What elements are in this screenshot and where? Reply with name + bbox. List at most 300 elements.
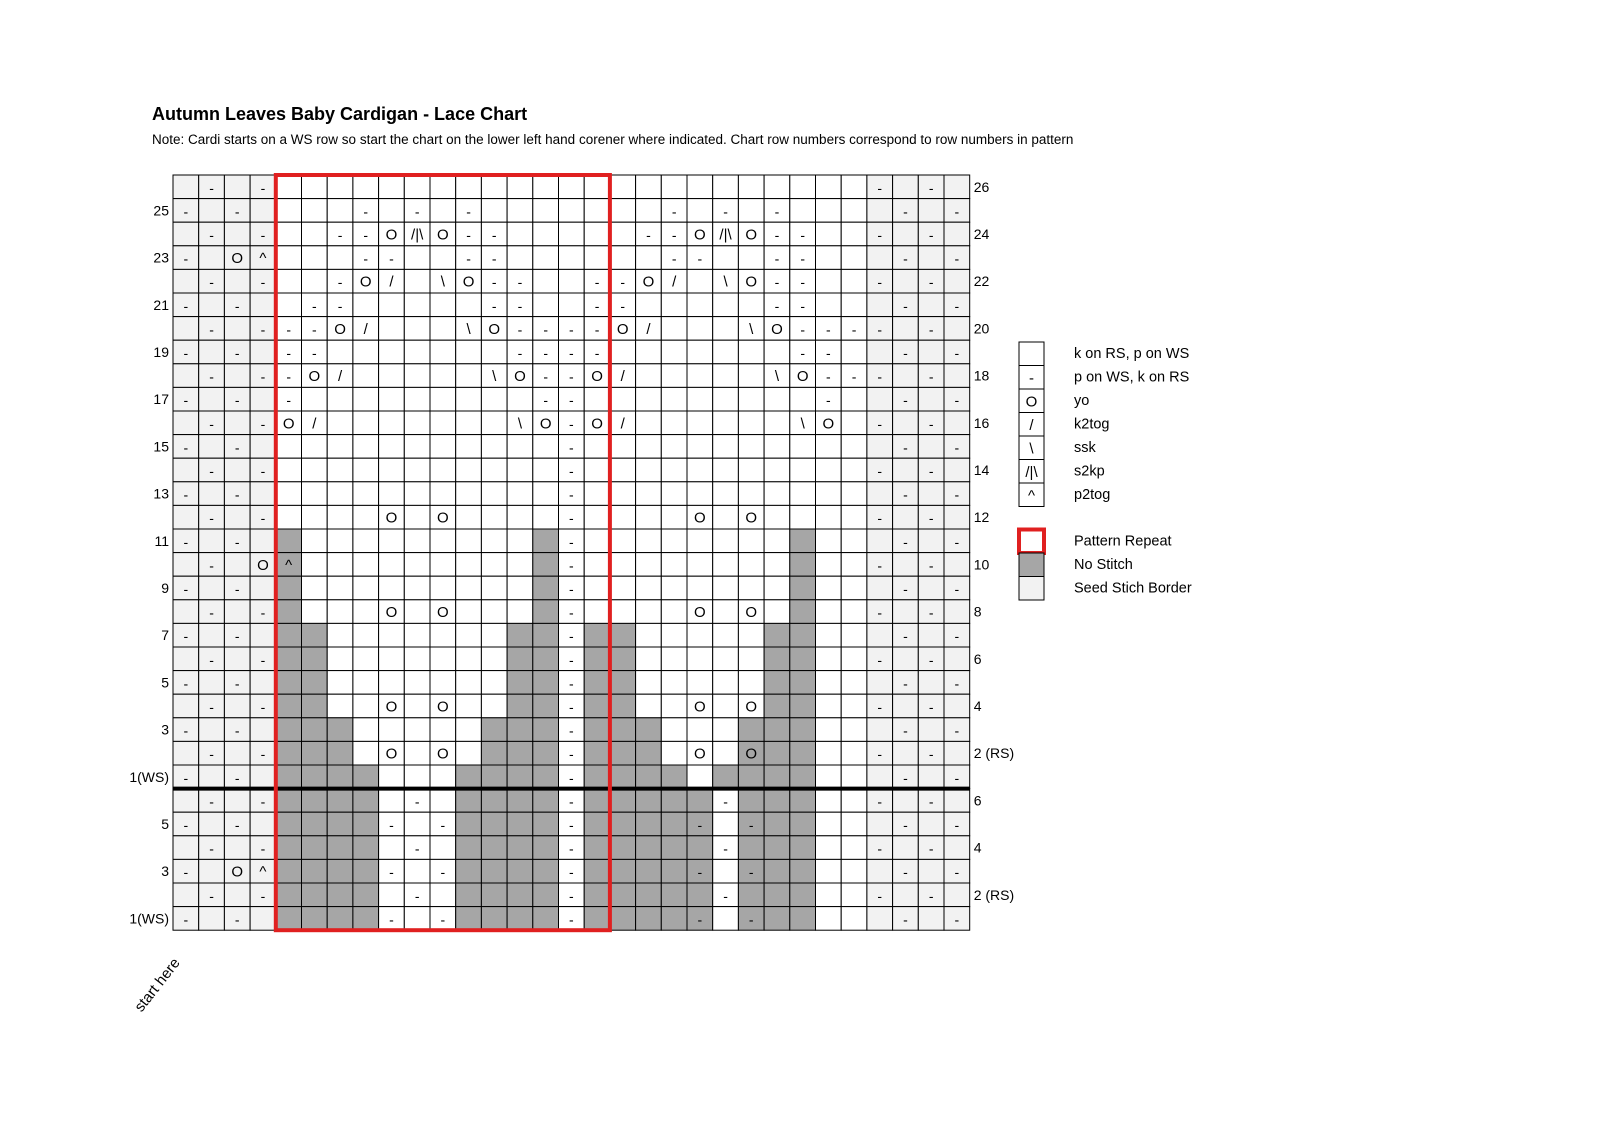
- chart-cell: [738, 553, 764, 577]
- stitch-symbol: -: [877, 321, 883, 338]
- stitch-symbol: -: [543, 392, 548, 409]
- stitch-symbol: -: [954, 675, 960, 692]
- chart-cell: [481, 883, 507, 907]
- stitch-symbol: -: [209, 463, 214, 479]
- chart-cell: [199, 671, 225, 695]
- chart-cell: [173, 600, 199, 624]
- stitch-symbol: -: [260, 699, 266, 715]
- chart-cell: [841, 199, 867, 223]
- chart-cell: [481, 694, 507, 718]
- chart-cell: [404, 718, 430, 742]
- chart-cell: [302, 671, 328, 695]
- stitch-symbol: -: [569, 321, 574, 338]
- legend-label: s2kp: [1074, 463, 1105, 480]
- chart-cell: [790, 859, 816, 883]
- chart-cell: [816, 741, 842, 765]
- chart-cell: [507, 222, 533, 246]
- chart-cell: [661, 812, 687, 836]
- chart-cell: [379, 529, 405, 553]
- chart-cell: [353, 765, 379, 789]
- chart-cell: [816, 269, 842, 293]
- chart-cell: [276, 529, 302, 553]
- stitch-symbol: -: [234, 817, 240, 833]
- stitch-symbol: -: [183, 911, 189, 928]
- chart-cell: [584, 246, 610, 270]
- chart-cell: [276, 246, 302, 270]
- chart-cell: [764, 576, 790, 600]
- chart-cell: [610, 529, 636, 553]
- chart-cell: [816, 765, 842, 789]
- stitch-symbol: O: [385, 604, 398, 622]
- chart-cell: [816, 859, 842, 883]
- stitch-symbol: \: [440, 273, 445, 291]
- chart-cell: [918, 387, 944, 411]
- chart-cell: [610, 222, 636, 246]
- chart-cell: [713, 907, 739, 931]
- chart-cell: [430, 789, 456, 813]
- chart-cell: [687, 765, 713, 789]
- chart-cell: [584, 859, 610, 883]
- chart-cell: [507, 435, 533, 459]
- chart-cell: [224, 222, 250, 246]
- chart-cell: [404, 505, 430, 529]
- legend-label: No Stitch: [1074, 556, 1133, 573]
- chart-cell: [610, 340, 636, 364]
- chart-cell: [302, 718, 328, 742]
- chart-cell: [430, 199, 456, 223]
- chart-cell: [610, 553, 636, 577]
- chart-cell: [456, 411, 482, 435]
- chart-cell: [661, 175, 687, 199]
- chart-cell: [481, 812, 507, 836]
- stitch-symbol: -: [183, 817, 189, 833]
- chart-cell: [816, 836, 842, 860]
- chart-cell: [790, 765, 816, 789]
- chart-cell: [790, 647, 816, 671]
- stitch-symbol: -: [209, 651, 214, 668]
- chart-cell: [353, 694, 379, 718]
- chart-cell: [764, 836, 790, 860]
- chart-cell: [379, 175, 405, 199]
- chart-cell: [327, 694, 353, 718]
- chart-cell: [918, 293, 944, 317]
- chart-cell: [430, 576, 456, 600]
- chart-cell: [841, 411, 867, 435]
- chart-cell: [481, 340, 507, 364]
- chart-cell: [302, 907, 328, 931]
- chart-cell: [584, 505, 610, 529]
- chart-cell: [687, 529, 713, 553]
- stitch-symbol: O: [591, 368, 603, 386]
- stitch-symbol: -: [800, 321, 805, 338]
- stitch-symbol: -: [286, 321, 291, 338]
- chart-cell: [302, 387, 328, 411]
- chart-cell: [533, 812, 559, 836]
- stitch-symbol: /: [389, 273, 394, 291]
- chart-cell: [481, 482, 507, 506]
- chart-cell: [302, 435, 328, 459]
- chart-cell: [404, 600, 430, 624]
- chart-cell: [430, 293, 456, 317]
- stitch-symbol: ^: [259, 250, 267, 268]
- chart-cell: [353, 883, 379, 907]
- stitch-symbol: -: [440, 817, 446, 833]
- chart-cell: [918, 671, 944, 695]
- chart-cell: [224, 505, 250, 529]
- chart-cell: [584, 600, 610, 624]
- chart-cell: [276, 435, 302, 459]
- chart-cell: [507, 553, 533, 577]
- chart-cell: [867, 293, 893, 317]
- chart-cell: [533, 175, 559, 199]
- chart-cell: [764, 435, 790, 459]
- chart-cell: [481, 505, 507, 529]
- stitch-symbol: O: [822, 415, 835, 433]
- chart-cell: [687, 647, 713, 671]
- stitch-symbol: -: [209, 227, 214, 243]
- chart-cell: [636, 718, 662, 742]
- chart-cell: [841, 269, 867, 293]
- chart-cell: [944, 269, 970, 293]
- chart-cell: [867, 718, 893, 742]
- chart-cell: [713, 505, 739, 529]
- chart-cell: [302, 175, 328, 199]
- chart-cell: [404, 694, 430, 718]
- chart-cell: [790, 907, 816, 931]
- stitch-symbol: -: [671, 227, 677, 243]
- chart-cell: [456, 859, 482, 883]
- chart-cell: [173, 364, 199, 388]
- chart-cell: [173, 411, 199, 435]
- stitch-symbol: -: [466, 250, 471, 267]
- stitch-symbol: -: [826, 321, 831, 338]
- chart-cell: [764, 647, 790, 671]
- stitch-symbol: O: [694, 509, 706, 527]
- chart-cell: [302, 812, 328, 836]
- chart-cell: [353, 340, 379, 364]
- chart-cell: [481, 718, 507, 742]
- chart-cell: [327, 435, 353, 459]
- chart-cell: [841, 505, 867, 529]
- row-number-left: 7: [161, 627, 169, 644]
- stitch-symbol: -: [646, 227, 651, 243]
- chart-cell: [224, 836, 250, 860]
- chart-cell: [636, 883, 662, 907]
- chart-cell: [867, 907, 893, 931]
- chart-cell: [456, 671, 482, 695]
- stitch-symbol: -: [183, 250, 189, 267]
- chart-cell: [867, 387, 893, 411]
- chart-cell: [353, 553, 379, 577]
- chart-cell: [841, 718, 867, 742]
- chart-cell: [224, 411, 250, 435]
- chart-cell: [507, 600, 533, 624]
- chart-cell: [661, 340, 687, 364]
- chart-cell: [533, 553, 559, 577]
- stitch-symbol: -: [954, 722, 960, 739]
- chart-cell: [738, 435, 764, 459]
- chart-cell: [404, 246, 430, 270]
- chart-cell: [250, 199, 276, 223]
- chart-cell: [636, 600, 662, 624]
- stitch-symbol: -: [260, 604, 266, 621]
- stitch-symbol: O: [745, 273, 758, 291]
- chart-cell: [559, 293, 585, 317]
- stitch-symbol: O: [385, 509, 398, 527]
- stitch-symbol: -: [209, 321, 214, 338]
- chart-cell: [816, 293, 842, 317]
- chart-cell: [790, 789, 816, 813]
- stitch-symbol: -: [594, 345, 600, 361]
- chart-cell: [276, 600, 302, 624]
- chart-cell: [790, 623, 816, 647]
- chart-cell: [456, 789, 482, 813]
- stitch-symbol: -: [748, 864, 754, 881]
- chart-cell: [661, 553, 687, 577]
- stitch-symbol: -: [877, 746, 883, 763]
- chart-cell: [533, 246, 559, 270]
- chart-cell: [867, 482, 893, 506]
- chart-cell: [507, 694, 533, 718]
- chart-cell: [302, 883, 328, 907]
- chart-cell: [481, 435, 507, 459]
- chart-cell: [276, 907, 302, 931]
- chart-cell: [764, 812, 790, 836]
- chart-cell: [404, 411, 430, 435]
- stitch-symbol: -: [903, 911, 908, 928]
- chart-cell: [481, 458, 507, 482]
- chart-cell: [738, 671, 764, 695]
- chart-cell: [661, 505, 687, 529]
- chart-cell: [867, 812, 893, 836]
- chart-cell: [276, 718, 302, 742]
- chart-cell: [404, 175, 430, 199]
- chart-cell: [944, 364, 970, 388]
- stitch-symbol: -: [569, 817, 574, 833]
- chart-cell: [507, 741, 533, 765]
- stitch-symbol: -: [877, 793, 883, 810]
- stitch-symbol: -: [466, 203, 471, 220]
- stitch-symbol: -: [671, 203, 677, 220]
- chart-cell: [507, 482, 533, 506]
- chart-cell: [353, 647, 379, 671]
- chart-cell: [379, 789, 405, 813]
- chart-cell: [584, 529, 610, 553]
- stitch-symbol: -: [466, 227, 471, 243]
- chart-cell: [507, 671, 533, 695]
- chart-cell: [379, 458, 405, 482]
- legend-symbol: /: [1029, 416, 1034, 434]
- chart-cell: [404, 623, 430, 647]
- chart-cell: [893, 600, 919, 624]
- chart-cell: [636, 199, 662, 223]
- stitch-symbol: -: [337, 227, 343, 243]
- chart-cell: [636, 340, 662, 364]
- stitch-symbol: O: [385, 698, 398, 716]
- chart-cell: [533, 883, 559, 907]
- chart-cell: [456, 600, 482, 624]
- chart-cell: [302, 269, 328, 293]
- stitch-symbol: O: [771, 320, 783, 338]
- chart-cell: [327, 340, 353, 364]
- chart-cell: [353, 671, 379, 695]
- chart-cell: [559, 269, 585, 293]
- chart-cell: [302, 836, 328, 860]
- stitch-symbol: -: [569, 887, 574, 904]
- chart-cell: [816, 576, 842, 600]
- chart-cell: [327, 789, 353, 813]
- chart-cell: [533, 505, 559, 529]
- chart-cell: [687, 458, 713, 482]
- chart-cell: [636, 907, 662, 931]
- chart-cell: [353, 482, 379, 506]
- chart-cell: [224, 741, 250, 765]
- chart-cell: [713, 340, 739, 364]
- chart-cell: [764, 458, 790, 482]
- stitch-symbol: -: [389, 911, 394, 928]
- chart-cell: [867, 765, 893, 789]
- row-number-left: 19: [153, 344, 169, 360]
- chart-cell: [173, 505, 199, 529]
- chart-cell: [507, 505, 533, 529]
- chart-cell: [276, 269, 302, 293]
- chart-cell: [661, 600, 687, 624]
- stitch-symbol: -: [594, 321, 600, 338]
- stitch-symbol: -: [774, 203, 780, 220]
- stitch-symbol: -: [414, 793, 420, 810]
- chart-cell: [790, 199, 816, 223]
- row-number-left: 17: [153, 391, 169, 408]
- chart-cell: [327, 411, 353, 435]
- chart-cell: [893, 458, 919, 482]
- stitch-symbol: -: [877, 887, 883, 904]
- chart-cell: [507, 718, 533, 742]
- chart-cell: [636, 812, 662, 836]
- chart-cell: [456, 883, 482, 907]
- chart-cell: [816, 246, 842, 270]
- chart-cell: [893, 317, 919, 341]
- chart-cell: [610, 623, 636, 647]
- stitch-symbol: -: [260, 179, 266, 196]
- chart-cell: [636, 505, 662, 529]
- chart-cell: [713, 694, 739, 718]
- chart-cell: [430, 435, 456, 459]
- stitch-symbol: /|\: [411, 226, 424, 244]
- stitch-symbol: \: [723, 273, 728, 291]
- stitch-symbol: -: [954, 911, 960, 928]
- chart-cell: [867, 529, 893, 553]
- chart-cell: [713, 718, 739, 742]
- chart-cell: [379, 482, 405, 506]
- chart-cell: [584, 387, 610, 411]
- chart-cell: [944, 883, 970, 907]
- stitch-symbol: -: [260, 793, 266, 810]
- chart-cell: [841, 482, 867, 506]
- chart-cell: [816, 883, 842, 907]
- chart-cell: [353, 718, 379, 742]
- chart-cell: [199, 246, 225, 270]
- chart-cell: [944, 836, 970, 860]
- chart-cell: [893, 789, 919, 813]
- chart-cell: [738, 364, 764, 388]
- stitch-symbol: -: [209, 557, 214, 574]
- chart-cell: [507, 576, 533, 600]
- stitch-symbol: -: [569, 439, 574, 456]
- chart-cell: [738, 246, 764, 270]
- chart-cell: [790, 600, 816, 624]
- chart-cell: [199, 340, 225, 364]
- chart-cell: [764, 907, 790, 931]
- chart-cell: [302, 222, 328, 246]
- chart-cell: [661, 435, 687, 459]
- chart-cell: [481, 859, 507, 883]
- stitch-symbol: -: [312, 345, 317, 361]
- chart-cell: [379, 671, 405, 695]
- chart-cell: [918, 718, 944, 742]
- stitch-symbol: -: [774, 250, 780, 267]
- chart-cell: [764, 883, 790, 907]
- chart-cell: [276, 859, 302, 883]
- chart-cell: [224, 175, 250, 199]
- stitch-symbol: -: [209, 510, 214, 527]
- stitch-symbol: -: [183, 769, 189, 786]
- chart-cell: [327, 246, 353, 270]
- stitch-symbol: \: [517, 415, 523, 433]
- stitch-symbol: -: [363, 227, 369, 243]
- stitch-symbol: -: [928, 840, 934, 857]
- chart-cell: [841, 340, 867, 364]
- chart-cell: [456, 387, 482, 411]
- start-here-label: start here: [131, 954, 184, 1016]
- chart-cell: [250, 812, 276, 836]
- stitch-symbol: -: [800, 297, 805, 314]
- chart-cell: [456, 718, 482, 742]
- chart-cell: [893, 836, 919, 860]
- stitch-symbol: -: [414, 887, 420, 904]
- chart-cell: [404, 435, 430, 459]
- chart-cell: [841, 789, 867, 813]
- chart-cell: [918, 623, 944, 647]
- chart-cell: [430, 482, 456, 506]
- chart-cell: [661, 623, 687, 647]
- stitch-symbol: O: [591, 415, 603, 433]
- chart-cell: [636, 694, 662, 718]
- row-number-right: 16: [973, 414, 990, 431]
- chart-cell: [636, 364, 662, 388]
- chart-cell: [816, 812, 842, 836]
- stitch-symbol: -: [234, 486, 240, 503]
- chart-cell: [276, 789, 302, 813]
- chart-cell: [687, 671, 713, 695]
- stitch-symbol: O: [694, 698, 706, 716]
- chart-cell: [379, 647, 405, 671]
- chart-cell: [584, 812, 610, 836]
- stitch-symbol: -: [697, 911, 703, 928]
- chart-cell: [559, 246, 585, 270]
- chart-cell: [713, 741, 739, 765]
- chart-cell: [636, 623, 662, 647]
- stitch-symbol: O: [796, 368, 809, 386]
- stitch-symbol: -: [954, 486, 960, 503]
- chart-cell: [224, 269, 250, 293]
- stitch-symbol: -: [569, 510, 574, 527]
- chart-cell: [790, 812, 816, 836]
- chart-cell: [610, 458, 636, 482]
- stitch-symbol: -: [209, 415, 214, 432]
- chart-cell: [173, 836, 199, 860]
- chart-cell: [224, 553, 250, 577]
- chart-cell: [893, 175, 919, 199]
